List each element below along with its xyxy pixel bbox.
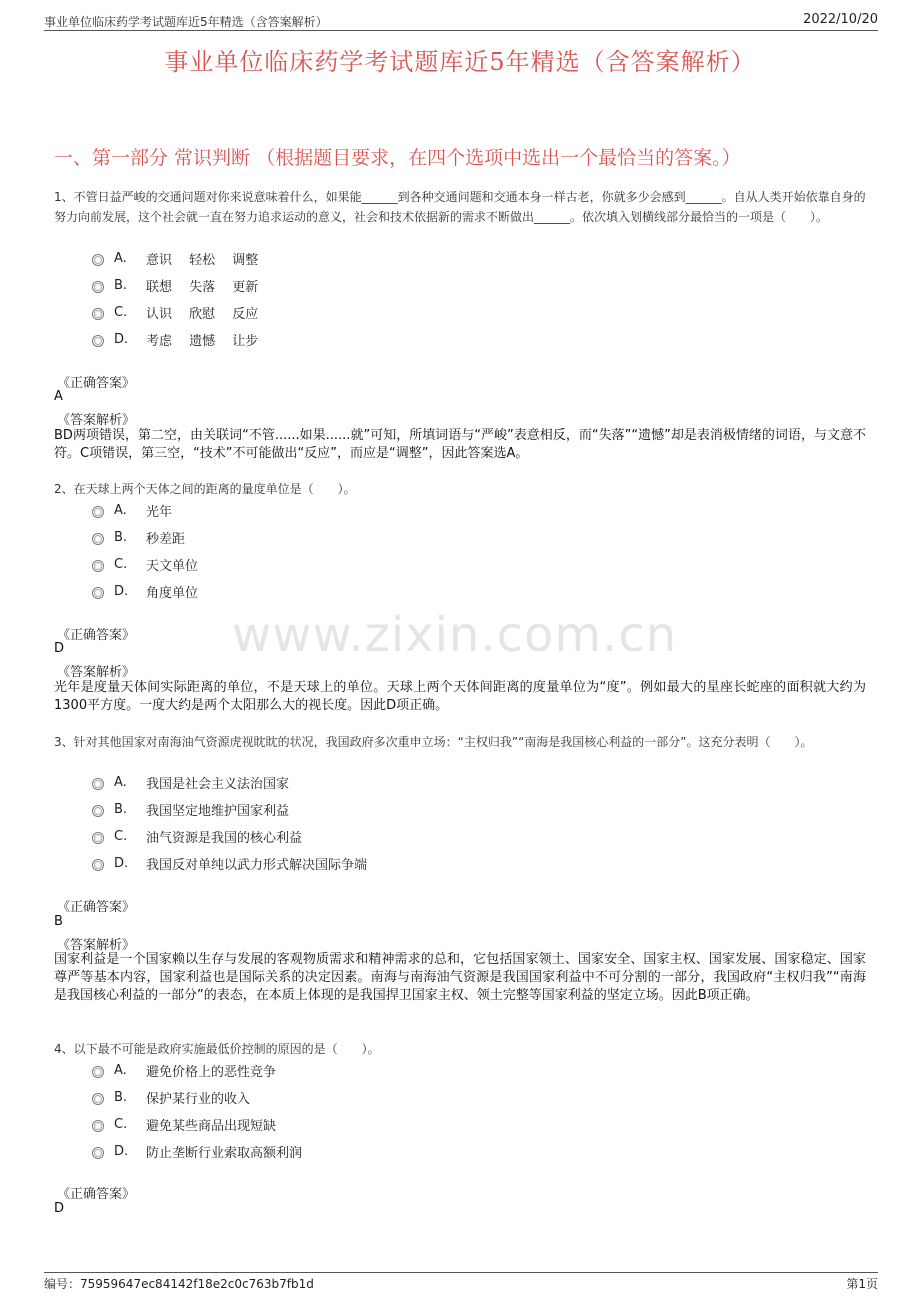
radio-icon[interactable] [92,805,104,817]
radio-icon[interactable] [92,778,104,790]
document-title: 事业单位临床药学考试题库近5年精选（含答案解析） [164,48,756,76]
question-1-analysis: BD两项错误，第二空，由关联词“不管......如果......就”可知，所填词语与“严峻”表意相反，而“失落”“遗憾”却是表消极情绪的词语，与文意不符。C项错误，第三空，“技术”不可能做出“反应”，而应是“调整”，因此答案选A。 [54,428,866,461]
radio-icon[interactable] [92,335,104,347]
analysis-label: 《答案解析》 [57,938,136,953]
question-2-stem: 2、在天球上两个天体之间的距离的量度单位是（ ）。 [54,482,356,496]
question-4-option-b[interactable]: B. 保护某行业的收入 [92,1086,250,1108]
radio-icon[interactable] [92,533,104,545]
radio-icon[interactable] [92,1147,104,1159]
question-1-option-b[interactable]: B. 联想 失落 更新 [92,274,258,296]
question-4-option-c[interactable]: C. 避免某些商品出现短缺 [92,1113,276,1135]
question-2-option-a[interactable]: A. 光年 [92,499,172,521]
question-2-option-d[interactable]: D. 角度单位 [92,580,198,602]
question-1-option-c[interactable]: C. 认识 欣慰 反应 [92,301,258,323]
analysis-label: 《答案解析》 [57,665,136,680]
radio-icon[interactable] [92,281,104,293]
question-1-answer: A [54,389,63,404]
question-4-option-d[interactable]: D. 防止垄断行业索取高额利润 [92,1140,302,1162]
question-3-answer: B [54,914,63,929]
question-3-option-d[interactable]: D. 我国反对单纯以武力形式解决国际争端 [92,852,367,874]
answer-label: 《正确答案》 [57,628,136,643]
document-code: 编号：75959647ec84142f18e2c0c763b7fb1d [44,1277,314,1291]
question-2-option-c[interactable]: C. 天文单位 [92,553,198,575]
header-date: 2022/10/20 [803,12,878,27]
radio-icon[interactable] [92,859,104,871]
question-3-stem: 3、针对其他国家对南海油气资源虎视眈眈的状况，我国政府多次重申立场：“主权归我”“南海是我国核心利益的一部分”。这充分表明（ ）。 [54,735,813,749]
question-4-answer: D [54,1201,65,1216]
question-3-option-c[interactable]: C. 油气资源是我国的核心利益 [92,825,302,847]
question-3-analysis: 国家利益是一个国家赖以生存与发展的客观物质需求和精神需求的总和，它包括国家领土、国家安全、国家主权、国家发展、国家稳定、国家尊严等基本内容，国家利益也是国际关系的决定因素。南海与南海油气资源是我国国家利益中不可分割的一部分，我国政府“主权归我”“南海是我国核心利益的一部分”的表态，在本质上体现的是我国捍卫国家主权、领土完整等国家利益的坚定立场。因此B项正确。 [54,952,866,1003]
radio-icon[interactable] [92,587,104,599]
header-title: 事业单位临床药学考试题库近5年精选（含答案解析） [44,15,328,29]
question-2-option-b[interactable]: B. 秒差距 [92,526,185,548]
section-heading: 一、第一部分 常识判断 （根据题目要求，在四个选项中选出一个最恰当的答案。） [54,147,741,169]
question-4-stem: 4、以下最不可能是政府实施最低价控制的原因的是（ ）。 [54,1042,380,1056]
radio-icon[interactable] [92,308,104,320]
answer-label: 《正确答案》 [57,900,136,915]
question-2-answer: D [54,641,65,656]
radio-icon[interactable] [92,1066,104,1078]
radio-icon[interactable] [92,1120,104,1132]
page-number: 第1页 [846,1277,878,1291]
radio-icon[interactable] [92,832,104,844]
answer-label: 《正确答案》 [57,1187,136,1202]
question-1-option-d[interactable]: D. 考虑 遗憾 让步 [92,328,258,350]
analysis-label: 《答案解析》 [57,413,136,428]
question-3-option-a[interactable]: A. 我国是社会主义法治国家 [92,771,289,793]
radio-icon[interactable] [92,506,104,518]
question-1-option-a[interactable]: A. 意识 轻松 调整 [92,247,258,269]
page-header [44,10,878,31]
question-2-analysis: 光年是度量天体间实际距离的单位，不是天球上的单位。天球上两个天体间距离的度量单位为“度”。例如最大的星座长蛇座的面积就大约为1300平方度。一度大约是两个太阳那么大的视长度。因此D项正确。 [54,680,866,713]
radio-icon[interactable] [92,254,104,266]
question-1-stem: 1、不管日益严峻的交通问题对你来说意味着什么，如果能______到各种交通问题和交通本身一样古老，你就多少会感到______。自从人类开始依靠自身的努力向前发展，这个社会就一直在努力追求运动的意义，社会和技术依据新的需求不断做出______。依次填入划横线部分最恰当的一项是（ ）。 [54,190,866,224]
answer-label: 《正确答案》 [57,376,136,391]
question-3-option-b[interactable]: B. 我国坚定地维护国家利益 [92,798,289,820]
page-footer [44,1272,878,1293]
radio-icon[interactable] [92,1093,104,1105]
question-4-option-a[interactable]: A. 避免价格上的恶性竞争 [92,1059,276,1081]
radio-icon[interactable] [92,560,104,572]
watermark: www.zixin.com.cn [232,607,678,663]
